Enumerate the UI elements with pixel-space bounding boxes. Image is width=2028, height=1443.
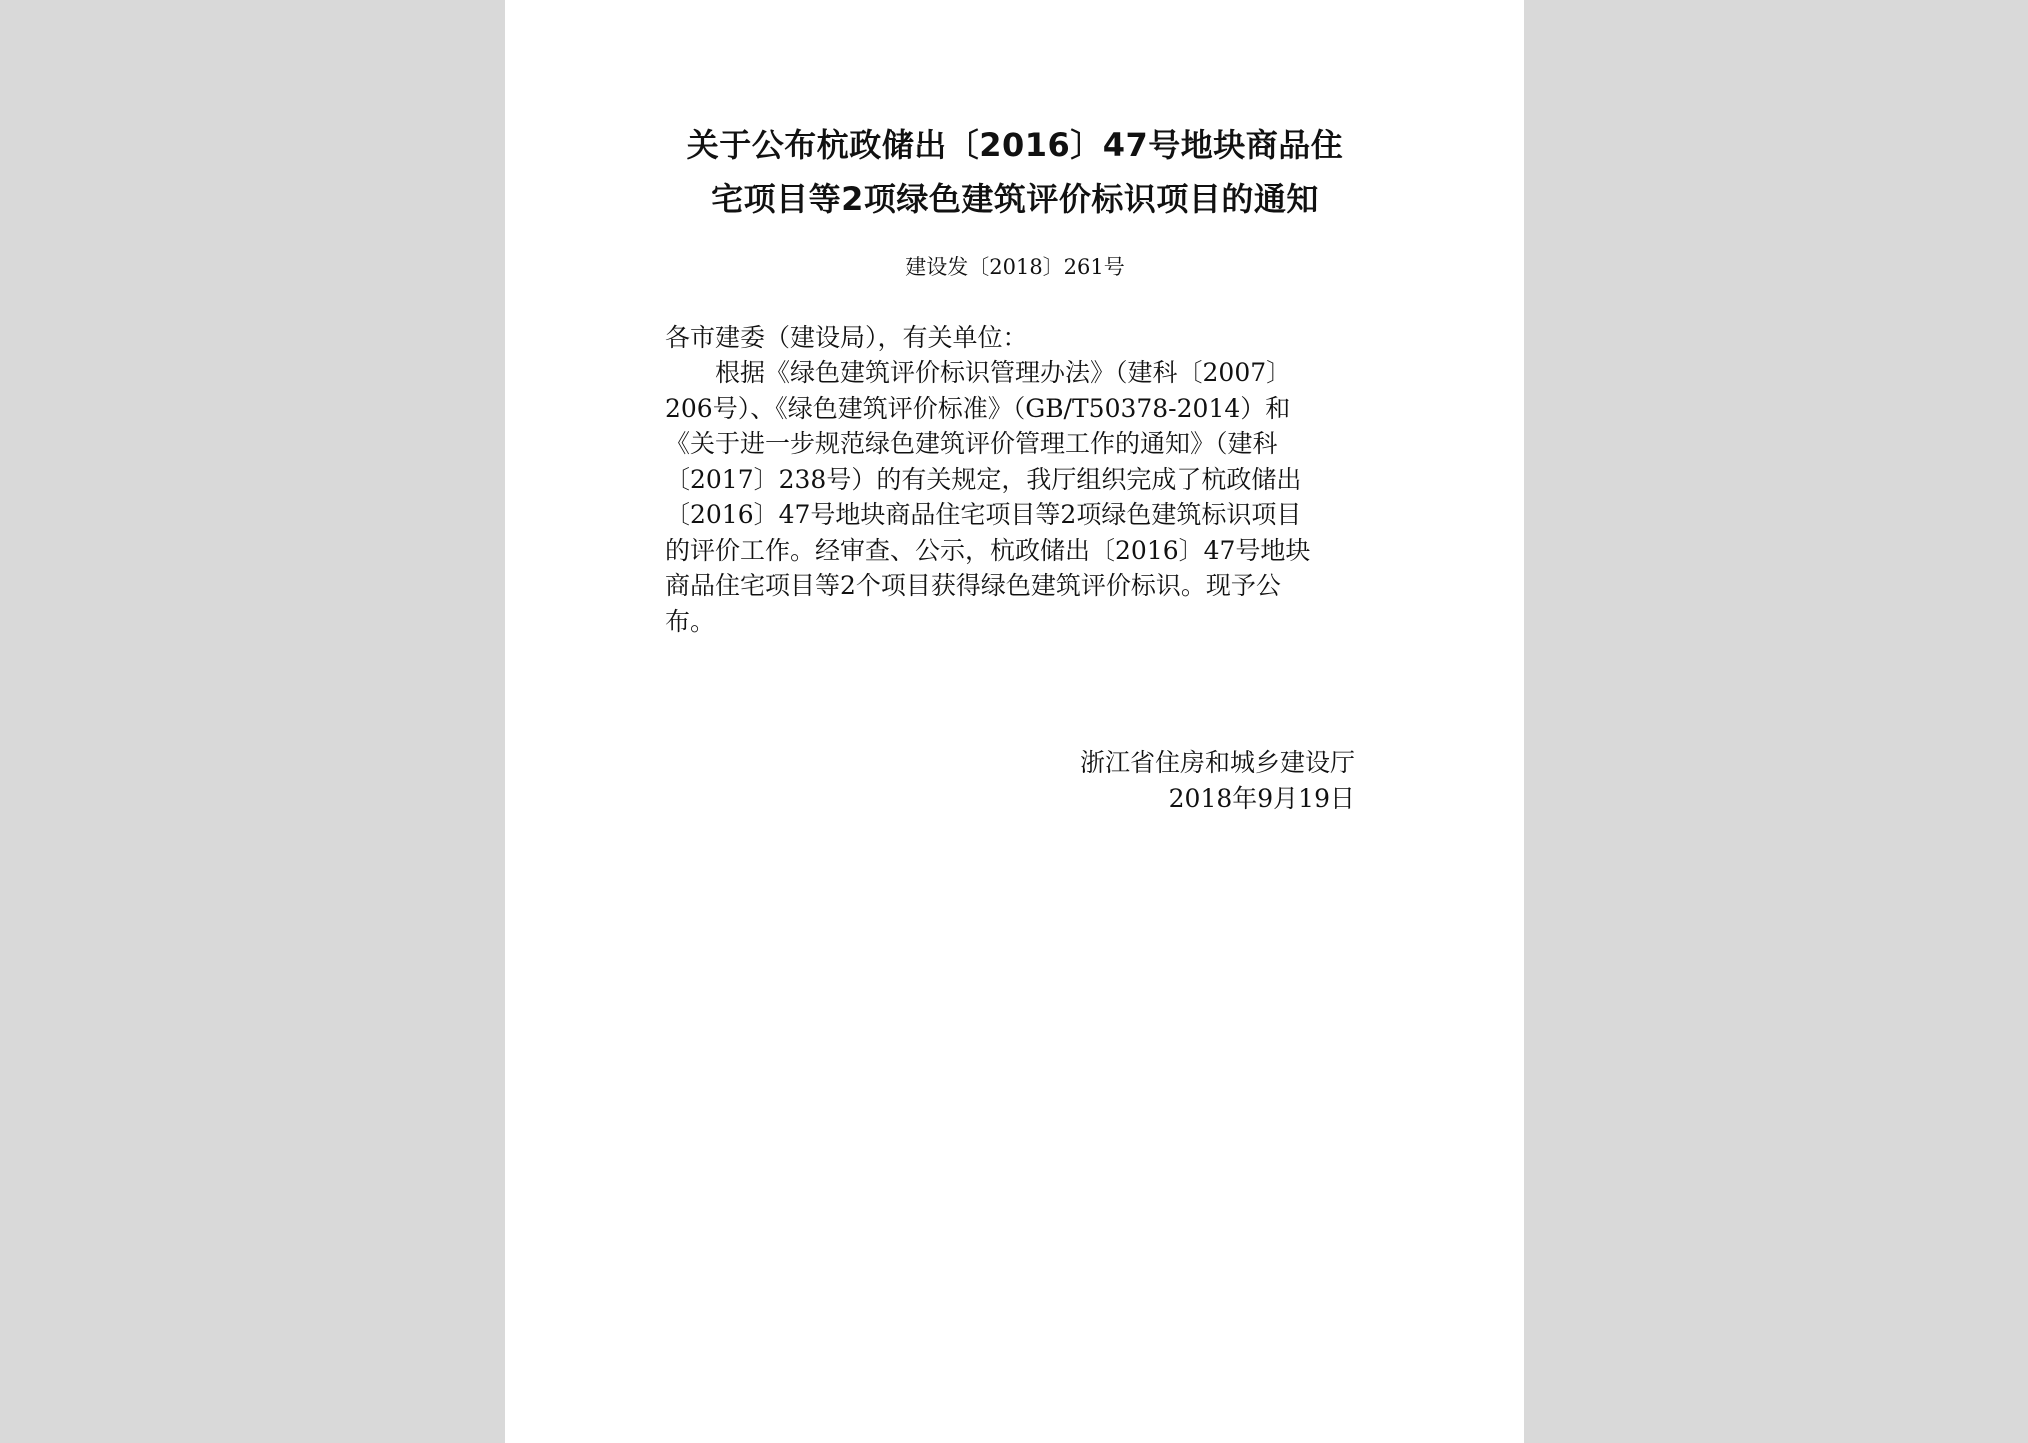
document-title [665, 118, 1365, 226]
body-line-6: 的评价工作。经审查、公示，杭政储出〔2016〕47号地块 [665, 535, 1311, 565]
body-line-7: 商品住宅项目等2个项目获得绿色建筑评价标识。现予公 [665, 571, 1281, 600]
title-line-2: 宅项目等2项绿色建筑评价标识项目的通知 [711, 180, 1319, 218]
body-line-5: 〔2016〕47号地块商品住宅项目等2项绿色建筑标识项目 [665, 500, 1302, 529]
body-line-8: 布。 [665, 606, 716, 636]
document-page [505, 0, 1524, 1443]
title-line-1: 关于公布杭政储出〔2016〕47号地块商品住 [686, 126, 1344, 164]
body-line-1: 根据《绿色建筑评价标识管理办法》（建科〔2007〕 [715, 358, 1292, 387]
issue-date: 2018年9月19日 [1168, 784, 1355, 813]
document-number: 建设发〔2018〕261号 [905, 255, 1125, 279]
body-line-2: 206号）、《绿色建筑评价标准》（GB/T50378-2014）和 [665, 393, 1291, 423]
signature-block [1065, 745, 1355, 817]
body-line-3: 《关于进一步规范绿色建筑评价管理工作的通知》（建科 [665, 429, 1278, 458]
issuer-name: 浙江省住房和城乡建设厅 [1079, 748, 1355, 777]
salutation: 各市建委（建设局），有关单位： [665, 323, 1028, 352]
body-line-4: 〔2017〕238号）的有关规定，我厅组织完成了杭政储出 [665, 464, 1302, 494]
body-paragraph [665, 355, 1365, 639]
